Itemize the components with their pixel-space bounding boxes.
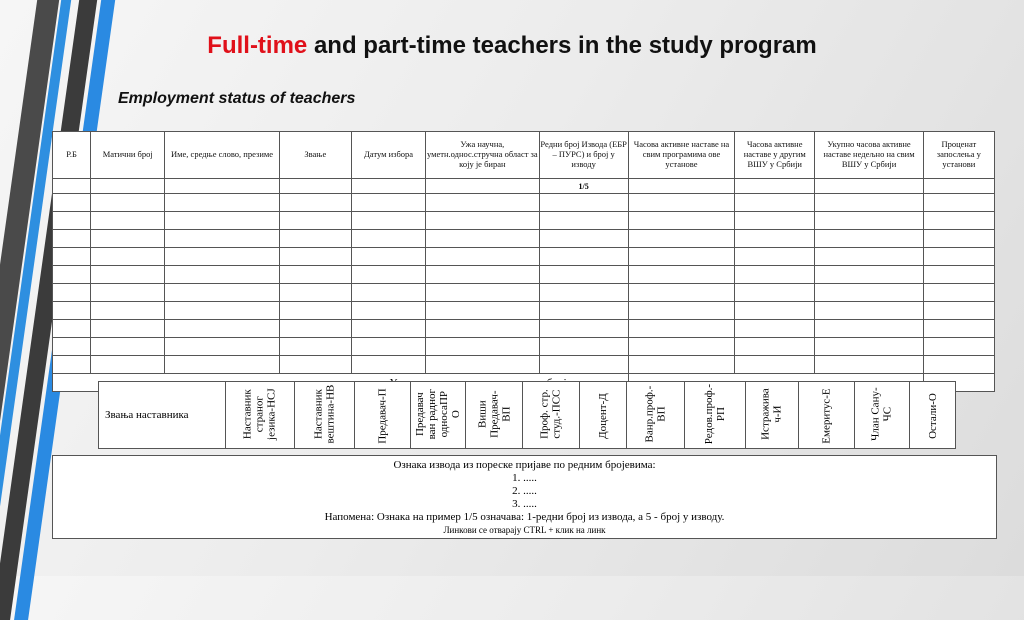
table-cell[interactable] — [923, 284, 994, 302]
table-cell[interactable] — [165, 302, 279, 320]
table-cell[interactable] — [426, 194, 539, 212]
table-cell[interactable] — [279, 248, 351, 266]
table-cell[interactable] — [53, 302, 91, 320]
table-cell[interactable] — [91, 212, 165, 230]
rank-label — [926, 393, 938, 439]
table-cell[interactable] — [279, 302, 351, 320]
table-cell[interactable] — [351, 356, 425, 374]
table-cell[interactable] — [165, 284, 279, 302]
rank-cell[interactable] — [411, 382, 466, 449]
column-header: Име, средње слово, презиме — [165, 132, 279, 179]
table-cell[interactable] — [426, 266, 539, 284]
table-cell[interactable] — [426, 284, 539, 302]
rank-cell[interactable] — [295, 382, 355, 449]
table-cell[interactable] — [735, 356, 815, 374]
table-row — [53, 248, 995, 266]
table-cell[interactable] — [53, 320, 91, 338]
rank-label-line: Емеритус-Е — [820, 388, 833, 444]
table-cell[interactable] — [351, 302, 425, 320]
table-cell[interactable] — [91, 338, 165, 356]
rank-label — [820, 388, 832, 443]
table-cell[interactable] — [815, 212, 923, 230]
table-row — [53, 266, 995, 284]
rank-label-line: вештина-НВ — [324, 384, 337, 444]
rank-label-line: ч-И — [771, 405, 784, 423]
table-cell[interactable] — [735, 320, 815, 338]
table-cell[interactable] — [53, 179, 91, 194]
column-header: Редни број Извода (ЕБР – ПУРС) и број у изводу — [539, 132, 628, 179]
table-cell[interactable] — [279, 212, 351, 230]
rank-label-line: Предавач — [413, 392, 426, 436]
table-cell[interactable] — [426, 212, 539, 230]
column-header: Датум избора — [351, 132, 425, 179]
rank-cell[interactable] — [354, 382, 410, 449]
table-cell[interactable] — [815, 179, 923, 194]
table-cell[interactable] — [53, 266, 91, 284]
table-cell[interactable] — [279, 338, 351, 356]
table-cell[interactable] — [91, 284, 165, 302]
table-cell[interactable] — [91, 356, 165, 374]
table-cell[interactable] — [628, 320, 734, 338]
table-cell[interactable] — [539, 194, 628, 212]
note-item-3: 3. ..... — [512, 498, 537, 510]
table-cell[interactable] — [815, 320, 923, 338]
table-row — [53, 284, 995, 302]
rank-label-line: страног — [253, 396, 266, 433]
table-cell[interactable] — [351, 179, 425, 194]
table-cell[interactable] — [279, 179, 351, 194]
table-cell[interactable] — [735, 230, 815, 248]
rank-label-line: Проф. стр. — [539, 389, 552, 439]
table-cell[interactable] — [165, 266, 279, 284]
table-cell[interactable] — [279, 320, 351, 338]
rank-cell[interactable] — [909, 382, 956, 449]
table-cell[interactable] — [923, 338, 994, 356]
rank-label — [376, 388, 388, 443]
table-cell[interactable] — [351, 212, 425, 230]
column-header: Р.Б — [53, 132, 91, 179]
table-cell[interactable] — [815, 356, 923, 374]
rank-label-line: ван радног — [426, 388, 439, 440]
page-title — [0, 32, 1024, 60]
table-cell[interactable] — [426, 320, 539, 338]
table-cell[interactable] — [815, 194, 923, 212]
table-cell[interactable] — [923, 266, 994, 284]
table-cell[interactable] — [815, 230, 923, 248]
table-cell[interactable] — [53, 212, 91, 230]
table-cell[interactable] — [628, 284, 734, 302]
table-cell[interactable] — [815, 338, 923, 356]
rank-label-line: О — [450, 410, 463, 419]
rank-label-line: Предавач- — [488, 390, 501, 438]
table-cell[interactable] — [628, 302, 734, 320]
table-cell[interactable] — [165, 320, 279, 338]
table-cell[interactable] — [91, 248, 165, 266]
rank-label-line: ЧС — [881, 406, 894, 422]
rank-label — [414, 389, 462, 439]
ranks-label: Звања наставника — [99, 382, 226, 449]
table-cell[interactable] — [815, 302, 923, 320]
rank-label — [703, 384, 727, 444]
table-cell[interactable] — [351, 194, 425, 212]
note-item-1: 1. ..... — [512, 472, 537, 484]
table-cell[interactable] — [165, 179, 279, 194]
rank-label-line: Остали-О — [926, 393, 939, 439]
rank-label-line: односаПР — [438, 390, 451, 438]
table-cell[interactable] — [279, 194, 351, 212]
table-cell[interactable] — [539, 284, 628, 302]
rank-label — [242, 388, 278, 440]
table-cell[interactable] — [735, 212, 815, 230]
rank-cell[interactable] — [798, 382, 854, 449]
table-cell[interactable] — [815, 248, 923, 266]
table-cell[interactable] — [735, 179, 815, 194]
table-cell[interactable] — [539, 248, 628, 266]
table-cell[interactable] — [351, 230, 425, 248]
table-cell[interactable] — [923, 230, 994, 248]
table-row — [53, 302, 995, 320]
rank-label — [539, 389, 563, 439]
table-cell[interactable] — [815, 284, 923, 302]
table-cell[interactable] — [539, 266, 628, 284]
rank-label-line: РП — [714, 407, 727, 422]
column-header: Матични број — [91, 132, 165, 179]
table-cell[interactable] — [426, 179, 539, 194]
table-cell[interactable] — [923, 212, 994, 230]
table-cell[interactable] — [165, 230, 279, 248]
rank-cell[interactable] — [466, 382, 523, 449]
table-cell[interactable] — [539, 302, 628, 320]
table-row — [53, 356, 995, 374]
table-cell[interactable] — [279, 284, 351, 302]
table-row — [53, 212, 995, 230]
teachers-table — [52, 131, 995, 392]
table-cell[interactable] — [539, 338, 628, 356]
table-cell[interactable] — [53, 248, 91, 266]
table-cell[interactable] — [91, 230, 165, 248]
rank-label-line: Наставник — [312, 389, 325, 439]
table-cell[interactable] — [91, 179, 165, 194]
ranks-table — [98, 381, 956, 449]
table-cell[interactable] — [91, 194, 165, 212]
table-cell[interactable] — [165, 356, 279, 374]
table-cell[interactable] — [351, 320, 425, 338]
table-cell[interactable] — [628, 179, 734, 194]
table-cell[interactable] — [91, 266, 165, 284]
rank-label — [643, 386, 667, 443]
table-cell[interactable] — [735, 302, 815, 320]
rank-cell[interactable] — [745, 382, 798, 449]
table-cell[interactable] — [351, 266, 425, 284]
column-header: Звање — [279, 132, 351, 179]
table-cell[interactable] — [628, 356, 734, 374]
rank-label-line: језика-НСЈ — [266, 388, 279, 440]
column-header: Часова активне наставе у другим ВШУ у Србији — [735, 132, 815, 179]
table-cell[interactable] — [53, 194, 91, 212]
table-cell[interactable] — [628, 266, 734, 284]
table-cell[interactable] — [628, 194, 734, 212]
table-cell[interactable] — [735, 338, 815, 356]
rank-label-line: ВП — [655, 406, 668, 422]
rank-label-line: Ванр.проф.- — [643, 385, 656, 443]
rank-label — [312, 385, 336, 444]
table-cell[interactable] — [923, 302, 994, 320]
column-header: Проценат запослења у установи — [923, 132, 994, 179]
table-cell[interactable] — [351, 248, 425, 266]
table-cell[interactable] — [628, 338, 734, 356]
table-cell[interactable] — [53, 230, 91, 248]
table-row — [53, 320, 995, 338]
rank-cell[interactable] — [626, 382, 684, 449]
table-cell[interactable] — [53, 284, 91, 302]
table-cell[interactable] — [279, 230, 351, 248]
table-cell[interactable] — [426, 338, 539, 356]
note-line: Ознака извода из пореске пријаве по редним бројевима: — [393, 459, 656, 471]
table-cell[interactable] — [735, 194, 815, 212]
table-cell[interactable] — [426, 302, 539, 320]
table-cell[interactable] — [351, 338, 425, 356]
table-cell[interactable] — [539, 212, 628, 230]
note-hint: Линкови се отварају CTRL + клик на линк — [443, 525, 606, 535]
table-cell[interactable] — [91, 302, 165, 320]
table-cell[interactable] — [923, 248, 994, 266]
column-header: Укупно часова активне наставе недељно на свим ВШУ у Србији — [815, 132, 923, 179]
table-cell[interactable] — [53, 356, 91, 374]
rank-label-line: Истражива — [759, 388, 772, 440]
rank-cell[interactable] — [684, 382, 745, 449]
table-cell[interactable] — [539, 320, 628, 338]
note-item-2: 2. ..... — [512, 485, 537, 497]
rank-cell[interactable] — [226, 382, 295, 449]
table-cell[interactable] — [539, 230, 628, 248]
rank-label — [597, 393, 609, 439]
table-cell[interactable] — [53, 338, 91, 356]
table-cell[interactable] — [923, 179, 994, 194]
rank-label-line: Члан Сану- — [869, 387, 882, 441]
column-header: Часова активне наставе на свим програмима ове установе — [628, 132, 734, 179]
table-row — [53, 194, 995, 212]
table-cell[interactable] — [539, 356, 628, 374]
notes-box — [52, 455, 997, 539]
rank-cell[interactable] — [580, 382, 627, 449]
rank-label — [476, 390, 512, 437]
rank-label-line: студ.-ПСС — [551, 389, 564, 439]
table-cell[interactable] — [165, 248, 279, 266]
table-row — [53, 338, 995, 356]
table-cell[interactable] — [815, 266, 923, 284]
table-cell[interactable] — [628, 248, 734, 266]
example-cell[interactable]: 1/5 — [539, 179, 628, 194]
title-rest: and part-time teachers in the study program — [307, 32, 817, 59]
table-cell[interactable] — [628, 230, 734, 248]
rank-label-line: Наставник — [241, 389, 254, 439]
column-header: Ужа научна, уметн.однос.стручна област за коју је биран — [426, 132, 539, 179]
table-cell[interactable] — [923, 356, 994, 374]
table-cell[interactable] — [91, 320, 165, 338]
table-cell[interactable] — [426, 230, 539, 248]
rank-label-line: Предавач-П — [376, 388, 389, 444]
page-subtitle: Employment status of teachers — [118, 90, 356, 107]
table-cell[interactable] — [165, 194, 279, 212]
table-cell[interactable] — [735, 284, 815, 302]
table-cell[interactable] — [351, 284, 425, 302]
table-cell[interactable] — [279, 356, 351, 374]
table-cell[interactable] — [923, 320, 994, 338]
table-cell[interactable] — [426, 356, 539, 374]
rank-label-line: ВП — [500, 406, 513, 422]
rank-label — [760, 388, 784, 440]
rank-cell[interactable] — [855, 382, 909, 449]
rank-label-line: Виши — [476, 400, 489, 428]
table-cell[interactable] — [923, 194, 994, 212]
table-cell[interactable] — [628, 212, 734, 230]
rank-label — [870, 387, 894, 440]
table-cell[interactable] — [165, 212, 279, 230]
title-highlight: Full-time — [207, 32, 308, 59]
rank-label-line: Доцент-Д — [596, 393, 609, 439]
rank-label-line: Редов.проф.- — [702, 383, 715, 445]
table-cell[interactable] — [426, 248, 539, 266]
table-cell[interactable] — [165, 338, 279, 356]
table-row — [53, 230, 995, 248]
rank-cell[interactable] — [523, 382, 580, 449]
table-cell[interactable] — [735, 266, 815, 284]
note-remark: Напомена: Ознака на пример 1/5 означава: 1-редни број из извода, а 5 - број у изводу. — [324, 511, 725, 523]
table-cell[interactable] — [735, 248, 815, 266]
table-cell[interactable] — [279, 266, 351, 284]
